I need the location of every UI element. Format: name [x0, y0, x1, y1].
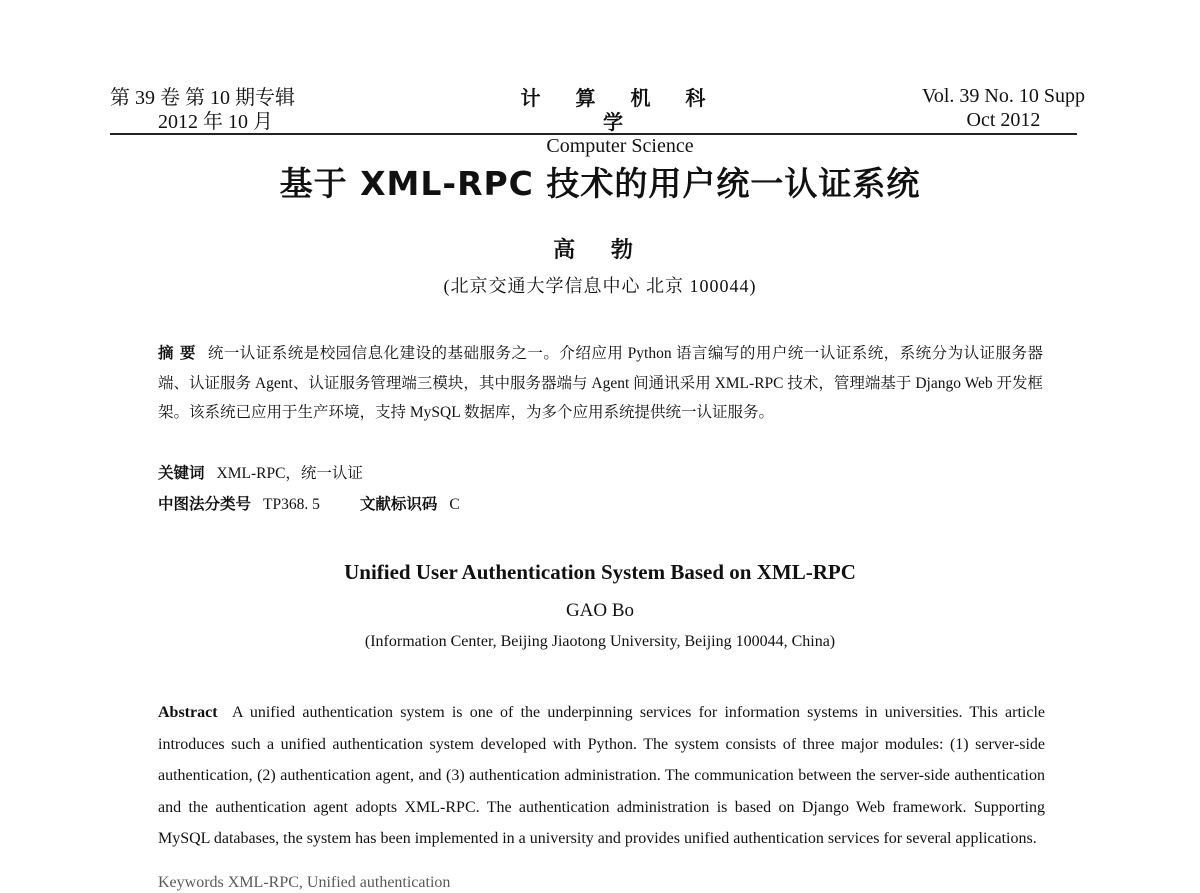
journal-name-en: Computer Science: [546, 135, 694, 157]
journal-name-cn: 计 算 机 科 学: [520, 86, 720, 134]
volume-issue-en: Vol. 39 No. 10 Supp: [922, 85, 1085, 107]
abstract-cn-text: 统一认证系统是校园信息化建设的基础服务之一。介绍应用 Python 语言编写的用户统一认证系统，系统分为认证服务器端、认证服务 Agent、认证服务管理端三模块，其中服务器端与 Agent 间通讯采用 XML-RPC 技术，管理端基于 Django Web 开发框架。该系统已应用于生产环境，支持 MySQL 数据库，为多个应用系统提供统一认证服务。: [158, 345, 1043, 421]
abstract-cn-label: 摘 要: [158, 344, 196, 362]
paper-title-en: Unified User Authentication System Based on XML-RPC: [344, 560, 856, 584]
affiliation-cn: (北京交通大学信息中心 北京 100044): [443, 276, 757, 296]
document-code-label: 文献标识码: [359, 495, 438, 513]
classification-line: [158, 492, 460, 517]
publication-date-cn: 2012 年 10 月: [158, 111, 273, 133]
keywords-en-partial: Keywords XML-RPC, Unified authentication: [158, 874, 451, 891]
classification-label: 中图法分类号: [158, 495, 252, 513]
volume-issue: 第 39 卷 第 10 期专辑: [110, 87, 295, 109]
journal-volume-info: [110, 86, 295, 134]
abstract-en-label: Abstract: [158, 704, 218, 721]
classification-value: TP368. 5: [263, 496, 320, 513]
abstract-cn: [158, 339, 1043, 428]
abstract-en: [158, 697, 1045, 855]
publication-date-en: Oct 2012: [966, 109, 1041, 131]
keywords-cn-label: 关键词: [158, 464, 205, 482]
keywords-cn: [158, 461, 363, 486]
author-cn: 高 勃: [553, 238, 647, 263]
document-code-value: C: [449, 496, 460, 513]
header-divider: [110, 133, 1077, 135]
paper-title-cn: 基于 XML-RPC 技术的用户统一认证系统: [279, 164, 921, 203]
keywords-cn-text: XML-RPC，统一认证: [216, 465, 363, 482]
author-en: GAO Bo: [565, 600, 635, 621]
journal-name: [520, 86, 720, 158]
journal-volume-en: [922, 84, 1085, 132]
abstract-en-text: A unified authentication system is one of the underpinning services for information systems in universities. This article introduces such a unified authentication system developed with Python. The system consists of three major modules: (1) server-side authentication, (2) authentication agent, and (3) authentication administration. The communication between the server-side authentication and the authentication agent adopts XML-RPC. The authentication administration is based on Django Web framework. Supporting MySQL databases, the system has been implemented in a university and provides unified authentication services for several applications.: [158, 704, 1046, 847]
affiliation-en: (Information Center, Beijing Jiaotong University, Beijing 100044, China): [364, 633, 836, 650]
